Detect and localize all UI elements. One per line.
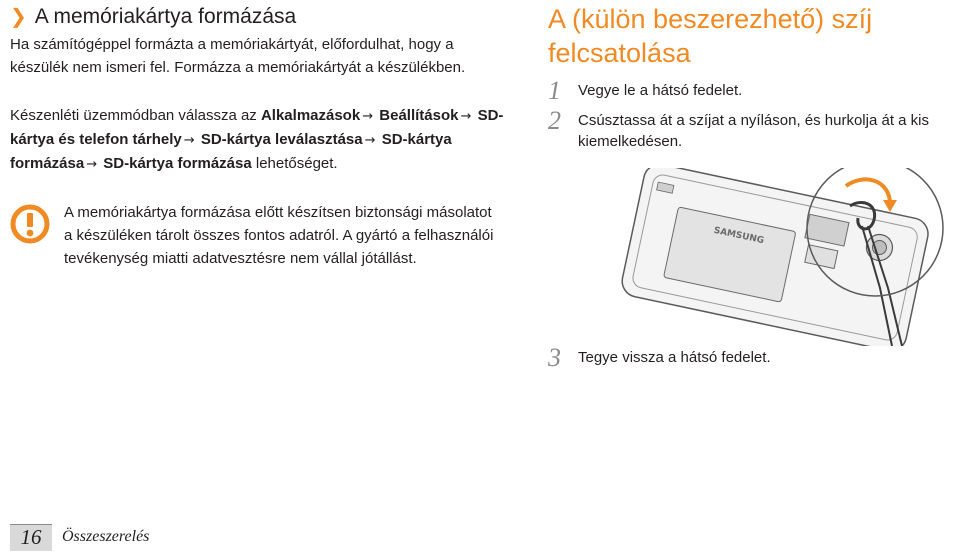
step-text: Vegye le a hátsó fedelet. (578, 82, 743, 99)
path-item: Alkalmazások (260, 107, 361, 124)
step-number: 2 (548, 106, 561, 135)
arrow-icon: → (183, 133, 195, 148)
page-number: 16 (20, 525, 42, 549)
path-item: SD-kártya formázása (103, 155, 252, 172)
menu-path-paragraph (10, 104, 510, 176)
arrow-icon: → (86, 157, 98, 172)
step-number: 3 (548, 343, 561, 372)
path-item: SD-kártya leválasztása (200, 131, 363, 148)
path-prefix: Készenléti üzemmódban válassza az (10, 107, 257, 124)
warning-text: A memóriakártya formázása előtt készítsen biztonsági másolatot a készüléken tárolt összes fontos adatról. A gyártó a felhasználói tevékenység miatti adatvesztésre nem vállal jótállást. (64, 204, 494, 267)
step-number: 1 (548, 76, 561, 105)
path-item: Beállítások (379, 107, 459, 124)
chevron-right-icon: ❯ (10, 6, 27, 28)
path-suffix: lehetőséget. (255, 155, 338, 172)
brand-text: SAMSUNG (712, 225, 765, 247)
intro-paragraph: Ha számítógéppel formázta a memóriakártyát, előfordulhat, hogy a készülék nem ismeri fel. Formázza a memóriakártyát a készülékben. (10, 36, 466, 76)
step-text: Csúsztassa át a szíjat a nyíláson, és hurkolja át a kis kiemelkedésen. (578, 112, 929, 150)
phone-strap-illustration (600, 168, 950, 346)
path-item: SD-kártya és telefon tárhely (10, 107, 504, 148)
chapter-label: Összeszerelés (62, 528, 150, 545)
arrow-icon: → (364, 133, 376, 148)
strap-title: A (külön beszerezhető) szíj felcsatolása (548, 4, 873, 68)
section-title (10, 4, 296, 29)
arrow-icon: → (362, 109, 374, 124)
warning-icon (10, 204, 50, 244)
arrow-icon: → (460, 109, 472, 124)
phone-back (619, 168, 931, 346)
path-item: SD-kártya formázása (10, 131, 452, 172)
section-title-text: A memóriakártya formázása (34, 5, 297, 28)
step-text: Tegye vissza a hátsó fedelet. (578, 349, 771, 366)
